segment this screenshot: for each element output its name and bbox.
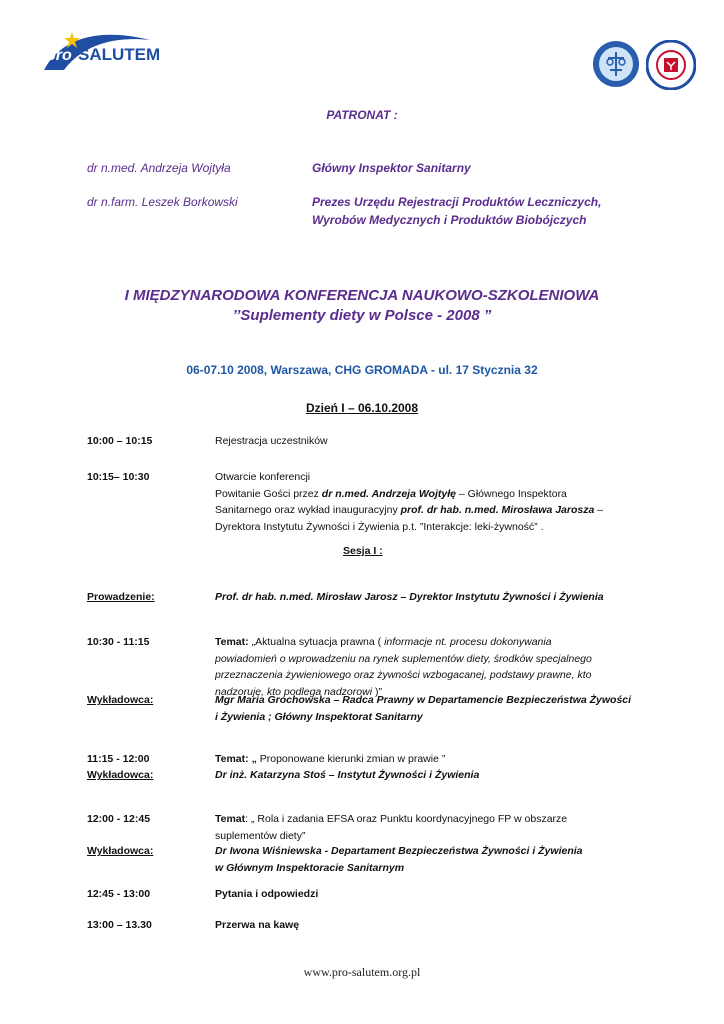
patron-role: Główny Inspektor Sanitarny: [312, 161, 471, 175]
time-slot: 10:15– 10:30: [87, 471, 150, 483]
patron-role-cont: Wyrobów Medycznych i Produktów Biobójczych: [312, 213, 587, 227]
patron-role: Prezes Urzędu Rejestracji Produktów Leczniczych,: [312, 195, 602, 209]
lecturer-text: Dr Iwona Wiśniewska - Departament Bezpieczeństwa Żywności i Żywienia w Głównym Inspektoracie Sanitarnym: [215, 845, 583, 874]
lecturer-label: Wykładowca:: [87, 845, 154, 857]
lecture-line: Sanitarnego oraz wykład inauguracyjny prof. dr hab. n.med. Mirosława Jarosza –: [215, 504, 604, 516]
time-slot: 11:15 - 12:00: [87, 753, 150, 765]
patronat-label: PATRONAT :: [326, 108, 398, 122]
pro-salutem-logo: [42, 26, 160, 76]
state-sanitary-inspection-seal-icon: [646, 40, 696, 90]
patron-name: dr n.farm. Leszek Borkowski: [87, 195, 238, 209]
logo-pro-text: pro: [46, 47, 72, 64]
venue-line: 06-07.10 2008, Warszawa, CHG GROMADA - ul. 17 Stycznia 32: [186, 363, 538, 377]
conference-title: I MIĘDZYNARODOWA KONFERENCJA NAUKOWO-SZKOLENIOWA: [124, 287, 600, 304]
chair-label: Prowadzenie:: [87, 591, 155, 603]
lecture-title-line: Dyrektora Instytutu Żywności i Żywienia p.t. ”Interakcje: leki-żywność” .: [215, 520, 544, 533]
session-heading: Sesja I :: [343, 545, 383, 557]
day-heading: Dzień I – 06.10.2008: [305, 401, 419, 415]
time-slot: 10:00 – 10:15: [87, 435, 153, 447]
slot-content: Przerwa na kawę: [215, 919, 300, 931]
logo-salutem-text: SALUTEM: [78, 45, 160, 64]
slot-content: Rejestracja uczestników: [215, 435, 328, 447]
time-slot: 12:45 - 13:00: [87, 888, 151, 900]
time-slot: 13:00 – 13.30: [87, 919, 152, 931]
patron-name: dr n.med. Andrzeja Wojtyła: [87, 161, 231, 175]
slot-content: Temat: „Aktualna sytuacja prawna ( informacje nt. procesu dokonywania powiadomień o wprowadzeniu na rynek suplementów diety, środków specjalnego przeznaczenia żywieniowego oraz żywności wzbogacanej, podstawy prawne, kto nadzoruje, kto podlega nadzorowi )”: [215, 636, 592, 698]
slot-content: Temat: „ Rola i zadania EFSA oraz Punktu koordynacyjnego FP w obszarze suplementów diety”: [215, 813, 568, 842]
footer-url: www.pro-salutem.org.pl: [303, 965, 421, 979]
conference-subtitle: ’’Suplementy diety w Polsce - 2008 ”: [232, 307, 492, 324]
slot-content: Temat: „ Proponowane kierunki zmian w prawie ”: [215, 753, 446, 765]
slot-content: [215, 469, 635, 535]
lecturer-label: Wykładowca:: [87, 694, 154, 706]
lecturer-text: Mgr Maria Grochowska – Radca Prawny w Departamencie Bezpieczeństwa Żywości i Żywienia ; Główny Inspektorat Sanitarny: [215, 694, 632, 723]
time-slot: 12:00 - 12:45: [87, 813, 151, 825]
greeting-line: Powitanie Gości przez dr n.med. Andrzeja Wojtyłę – Głównego Inspektora: [215, 487, 567, 500]
slot-content: Pytania i odpowiedzi: [215, 888, 319, 900]
lecturer-label: Wykładowca:: [87, 769, 154, 781]
lecturer-text: Dr inż. Katarzyna Stoś – Instytut Żywności i Żywienia: [215, 769, 480, 781]
inspectorate-seal-icon: [592, 40, 640, 88]
chair-text: Prof. dr hab. n.med. Mirosław Jarosz – Dyrektor Instytutu Żywności i Żywienia: [215, 591, 604, 603]
opening-line: Otwarcie konferencji: [215, 471, 311, 483]
time-slot: 10:30 - 11:15: [87, 636, 150, 648]
